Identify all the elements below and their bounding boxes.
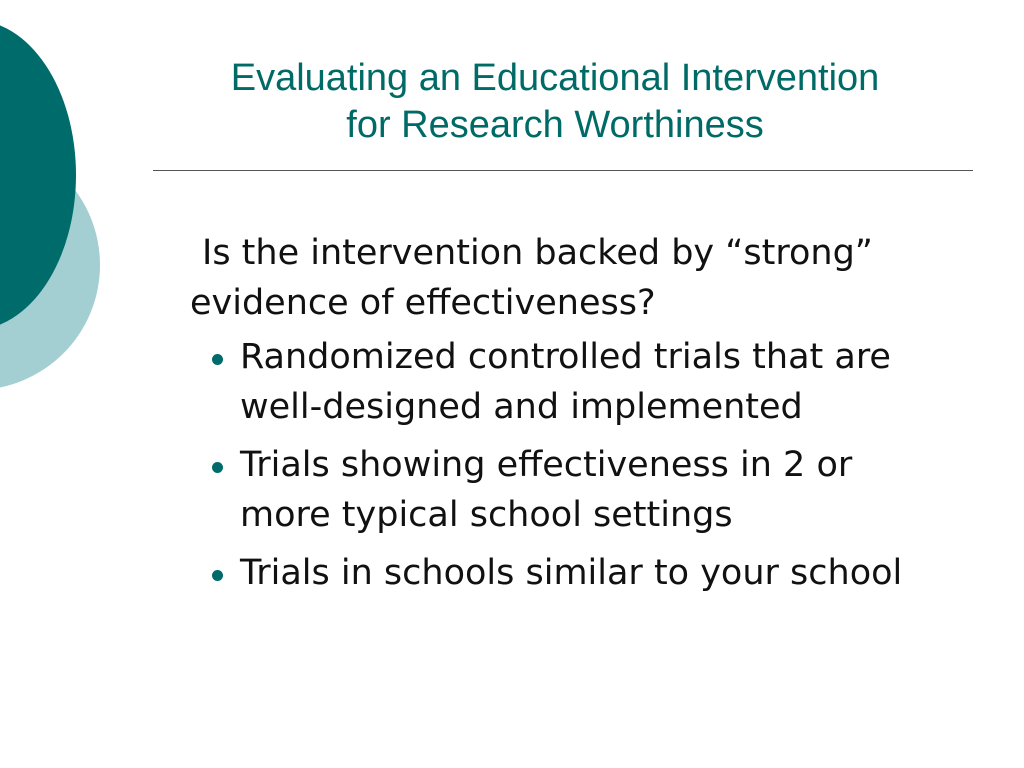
title-line: for Research Worthiness bbox=[346, 104, 764, 146]
bullet-text: Trials showing effectiveness in 2 or more typical school settings bbox=[240, 445, 853, 535]
bullet-text: Trials in schools similar to your school bbox=[240, 553, 903, 593]
bullet-dot-icon bbox=[212, 354, 223, 365]
bullet-text: Randomized controlled trials that are well-designed and implemented bbox=[240, 337, 891, 427]
slide-body bbox=[190, 228, 950, 606]
bullet-list bbox=[190, 332, 950, 598]
bullet-item bbox=[190, 332, 950, 432]
bullet-item bbox=[190, 440, 950, 540]
title-divider bbox=[153, 170, 973, 171]
slide-title bbox=[140, 55, 970, 149]
title-line: Evaluating an Educational Intervention bbox=[230, 57, 880, 99]
bullet-dot-icon bbox=[212, 570, 223, 581]
bullet-dot-icon bbox=[212, 462, 223, 473]
bullet-item bbox=[190, 548, 950, 598]
intro-question: Is the intervention backed by “strong” evidence of effectiveness? bbox=[190, 233, 873, 323]
